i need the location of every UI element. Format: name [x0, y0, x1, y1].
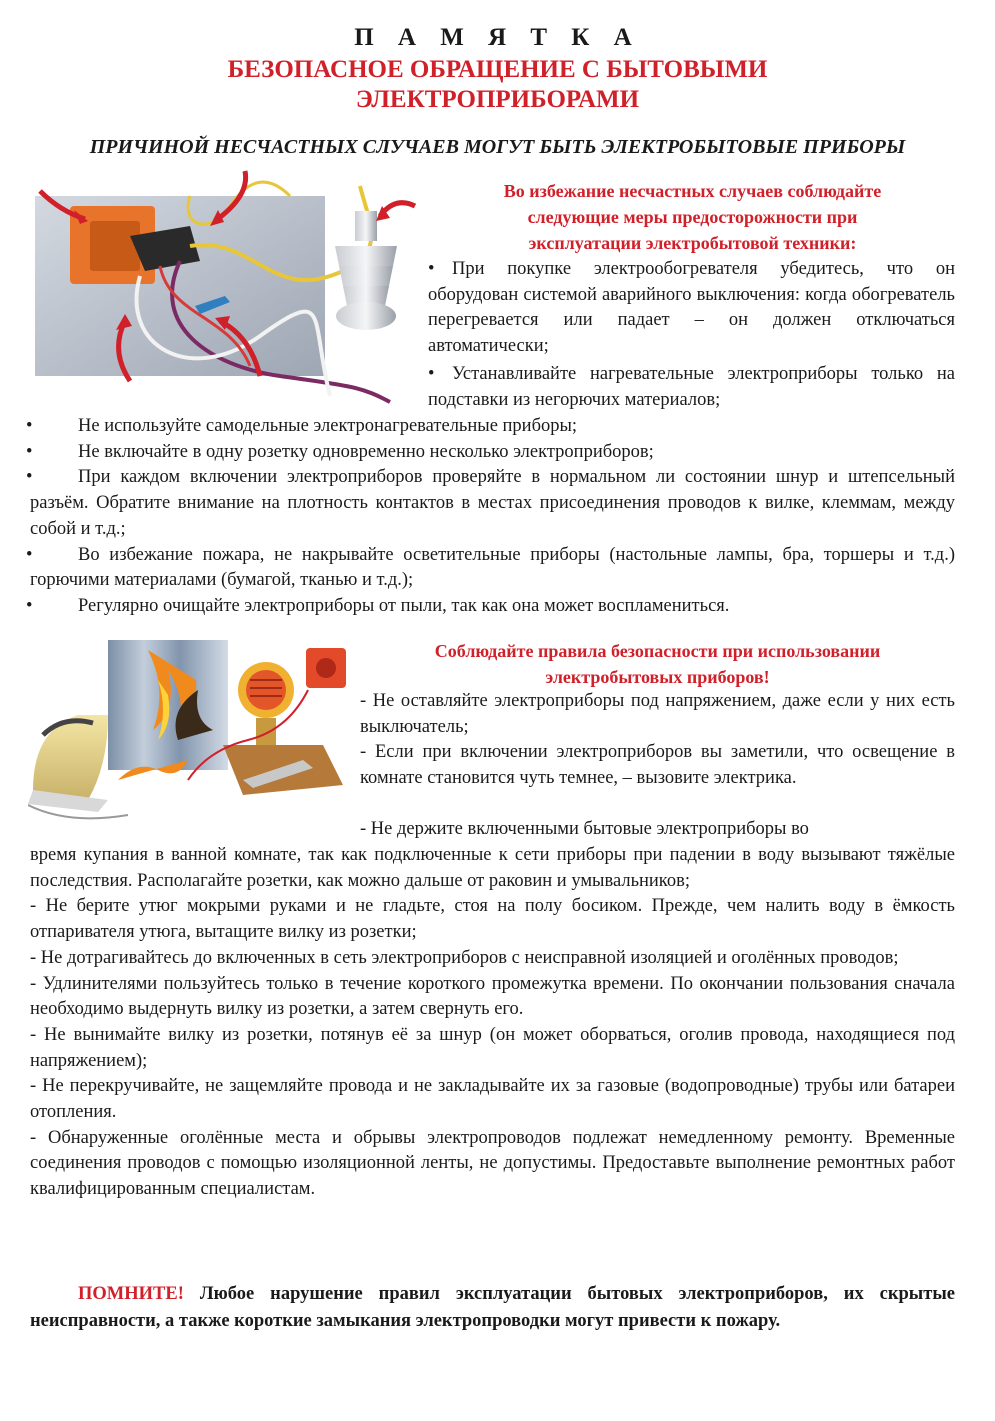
section1-heading-line-3: эксплуатации электробытовой техники:	[528, 233, 857, 253]
list-item: - Не перекручивайте, не защемляйте провода и не закладывайте их за газовые (водопроводные) трубы или батареи отопления.	[30, 1076, 955, 1123]
list-item: • Во избежание пожара, не накрывайте осветительные приборы (настольные лампы, бра, торшеры и т.д.) горючими материалами (бумагой, тканью и т.д.);	[26, 544, 955, 591]
remember-text: Любое нарушение правил эксплуатации бытовых электроприборов, их скрытые неисправности, а также короткие замыкания электропроводки могут привести к пожару.	[30, 1284, 955, 1331]
section1-side-item-2: • Устанавливайте нагревательные электроприборы только на подставки из негорючих материалов;	[428, 364, 955, 410]
bullet: •	[26, 544, 33, 565]
section2-heading-line-1: Соблюдайте правила безопасности при использовании	[434, 641, 881, 661]
bullet: •	[428, 259, 435, 279]
page-title: П А М Я Т К А	[354, 24, 641, 51]
lead-statement: ПРИЧИНОЙ НЕСЧАСТНЫХ СЛУЧАЕВ МОГУТ БЫТЬ ЭЛЕКТРОБЫТОВЫЕ ПРИБОРЫ	[89, 136, 906, 158]
faulty-wiring-illustration	[30, 166, 425, 412]
list-item: • Регулярно очищайте электроприборы от пыли, так как она может воспламениться.	[30, 594, 955, 620]
list-item: - Удлинителями пользуйтесь только в течение короткого промежутка времени. По окончании пользования сначала необходимо выдернуть вилку из розетки, а затем свернуть его.	[30, 973, 955, 1020]
section1-heading-line-1: Во избежание несчастных случаев соблюдайте	[503, 181, 882, 201]
bullet: •	[26, 467, 33, 488]
subtitle-line-1: БЕЗОПАСНОЕ ОБРАЩЕНИЕ С БЫТОВЫМИ	[227, 56, 768, 83]
remember-note	[30, 1281, 955, 1335]
appliance-fire-illustration	[28, 640, 358, 830]
section2-heading	[360, 638, 955, 690]
section2-side-item-1: - Не оставляйте электроприборы под напряжением, даже если у них есть выключатель;	[360, 691, 955, 737]
section2-list	[30, 843, 955, 1203]
list-item: • Не включайте в одну розетку одновременно несколько электроприборов;	[30, 440, 955, 466]
bullet: •	[428, 364, 435, 384]
bullet: •	[26, 595, 33, 616]
section2-wrap-start: - Не держите включенными бытовые электроприборы во	[360, 819, 809, 839]
section1-heading	[430, 178, 955, 256]
section1-side-item-1: • При покупке электрообогревателя убедитесь, что он оборудован системой аварийного выключения: когда обогреватель перегревается или падает – он должен отключаться автоматически;	[428, 259, 955, 357]
list-item: - Не берите утюг мокрыми руками и не гладьте, стоя на полу босиком. Прежде, чем налить воду в ёмкость отпаривателя утюга, вытащите вилку из розетки;	[30, 896, 955, 943]
list-item: - Не вынимайте вилку из розетки, потянув её за шнур (он может оборваться, оголив провода, находящиеся под напряжением);	[30, 1024, 955, 1071]
list-item: - Не дотрагивайтесь до включенных в сеть электроприборов с неисправной изоляцией и оголённых проводов;	[30, 947, 899, 968]
remember-label: ПОМНИТЕ!	[78, 1284, 184, 1304]
list-item: - Обнаруженные оголённые места и обрывы электропроводов подлежат немедленному ремонту. Временные соединения проводов с помощью изоляционной ленты, не допустимы. Предоставьте выполнение ремонтных работ квалифицированным специалистам.	[30, 1127, 955, 1200]
list-item: время купания в ванной комнате, так как подключенные к сети приборы при падении в воду вызывают тяжёлые последствия. Располагайте розетки, как можно дальше от раковин и умывальников;	[30, 845, 955, 891]
bullet: •	[26, 416, 33, 436]
section2-side-item-2: - Если при включении электроприборов вы заметили, что освещение в комнате становится чуть темнее, – вызовите электрика.	[360, 742, 955, 788]
subtitle-line-2: ЭЛЕКТРОПРИБОРАМИ	[355, 86, 640, 113]
page-subtitle	[0, 55, 995, 115]
bullet: •	[26, 441, 33, 462]
section2-heading-line-2: электробытовых приборов!	[545, 667, 770, 687]
section1-list	[26, 414, 955, 620]
list-item: • При каждом включении электроприборов проверяйте в нормальном ли состоянии шнур и штепсельный разъём. Обратите внимание на плотность контактов в местах присоединения проводов к вилке, клеммам, между собой и т.д.;	[26, 467, 955, 539]
list-item: • Не используйте самодельные электронагревательные приборы;	[30, 414, 955, 440]
section1-heading-line-2: следующие меры предосторожности при	[527, 207, 858, 227]
